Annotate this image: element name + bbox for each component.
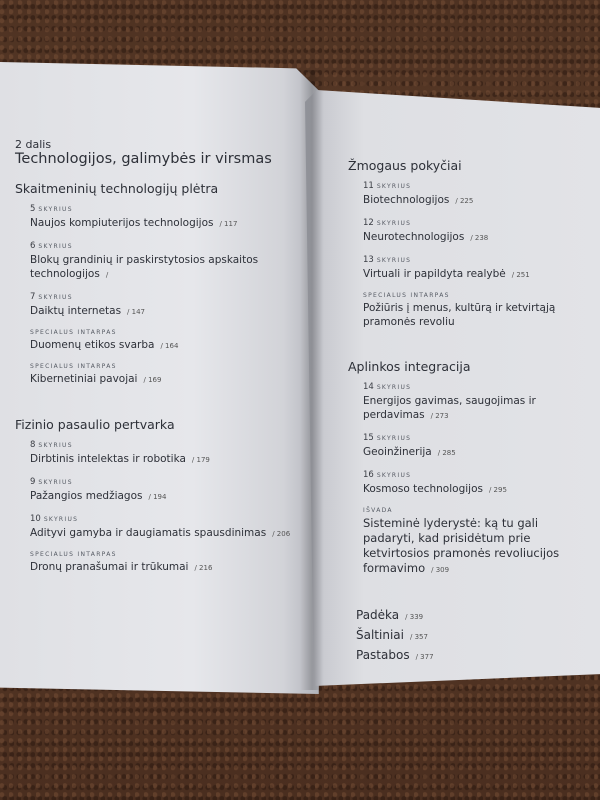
toc-entry (30, 477, 300, 504)
entry-title-text: Sisteminė lyderystė: ką tu gali padaryti, kad prisidėtum prie ketvirtosios pramonės revoliucijos formavimo (363, 516, 560, 575)
chapter-number: 9 (30, 477, 36, 487)
entry-title (30, 216, 300, 231)
entry-label (30, 204, 300, 214)
entry-title (30, 253, 300, 282)
page-number: / 357 (409, 633, 428, 641)
toc-entry (363, 470, 588, 497)
entry-title (30, 338, 300, 353)
entry-title-text: Duomenų etikos svarba (30, 339, 155, 351)
entry-title-text: Neurotechnologijos (363, 231, 465, 243)
entry-title-text: Adityvi gamyba ir daugiamatis spausdinimas (30, 527, 267, 539)
back-matter-title: Šaltiniai (356, 628, 404, 642)
page-number: / 117 (219, 220, 238, 228)
entry-label (30, 514, 300, 524)
entry-kind: SKYRIUS (376, 472, 412, 479)
entry-label (363, 181, 588, 191)
back-matter-item (356, 608, 588, 622)
page-number: / (105, 271, 109, 279)
entry-title-text: Blokų grandinių ir paskirstytosios apskaitos technologijos (30, 254, 259, 280)
entry-title-text: Virtuali ir papildyta realybė (363, 268, 506, 280)
entry-kind: SKYRIUS (376, 384, 412, 391)
entry-label (30, 551, 300, 558)
section-title: Aplinkos integracija (348, 359, 471, 374)
section-title: Skaitmeninių technologijų plėtra (15, 181, 219, 196)
chapter-number: 14 (363, 382, 374, 392)
page-number: / 206 (272, 530, 291, 538)
toc-section (15, 181, 300, 387)
toc-entry (363, 218, 588, 245)
back-matter-item (356, 628, 588, 642)
part-title: Technologijos, galimybės ir virsmas (15, 151, 272, 167)
page-number: / 377 (415, 653, 434, 661)
entry-label (363, 218, 588, 228)
book-gutter-shadow (300, 70, 324, 690)
toc-entry (30, 329, 300, 353)
entry-label (363, 507, 588, 514)
entry-title-text: Daiktų internetas (30, 305, 122, 317)
entry-title (363, 482, 588, 497)
toc-entry (363, 382, 588, 423)
entry-title-text: Energijos gavimas, saugojimas ir perdavimas (363, 395, 536, 421)
chapter-number: 11 (363, 181, 374, 191)
page-number: / 285 (437, 449, 456, 457)
part-label: 2 dalis (15, 138, 52, 151)
entry-title-text: Biotechnologijos (363, 194, 450, 206)
right-sections (348, 158, 588, 578)
back-matter (356, 608, 588, 662)
entry-kind: SPECIALUS INTARPAS (30, 329, 117, 336)
page-number: / 169 (143, 376, 162, 384)
entry-kind: SKYRIUS (38, 294, 73, 301)
entry-label (30, 440, 300, 450)
entry-kind: SKYRIUS (376, 220, 412, 227)
left-sections (15, 181, 300, 575)
entry-title-text: Kibernetiniai pavojai (30, 373, 138, 385)
chapter-number: 8 (30, 440, 36, 450)
entry-label (30, 292, 300, 302)
page-number: / 179 (191, 456, 210, 464)
right-toc (348, 158, 588, 668)
page-number: / 194 (148, 493, 167, 501)
toc-entry (363, 181, 588, 208)
page-number: / 295 (488, 486, 507, 494)
entry-title (363, 301, 588, 329)
entry-title-text: Požiūris į menus, kultūrą ir ketvirtąją pramonės revoliu (363, 302, 556, 328)
entry-label (363, 433, 588, 443)
entry-label (363, 292, 588, 299)
toc-section (348, 158, 588, 329)
page-number: / 251 (511, 271, 530, 279)
page-number: / 225 (455, 197, 474, 205)
entry-title (363, 193, 588, 208)
toc-entry (363, 255, 588, 282)
entry-label (30, 363, 300, 370)
entry-kind: SPECIALUS INTARPAS (363, 292, 450, 299)
page-number: / 216 (194, 564, 213, 572)
toc-entry (30, 551, 300, 575)
page-number: / 238 (470, 234, 489, 242)
page-number: / 309 (431, 566, 450, 574)
chapter-number: 16 (363, 470, 374, 480)
entry-title-text: Dirbtinis intelektas ir robotika (30, 453, 186, 465)
page-number: / 164 (160, 342, 179, 350)
toc-entry (30, 204, 300, 231)
toc-section (15, 417, 300, 575)
entry-title-text: Pažangios medžiagos (30, 490, 143, 502)
section-title: Žmogaus pokyčiai (348, 158, 462, 173)
toc-entry (363, 507, 588, 578)
entry-label (363, 255, 588, 265)
entry-label (30, 477, 300, 487)
back-matter-title: Padėka (356, 608, 400, 622)
page-number: / 339 (405, 613, 424, 621)
page-number: / 147 (127, 308, 145, 316)
chapter-number: 12 (363, 218, 374, 228)
toc-section (348, 359, 588, 578)
entry-label (30, 241, 300, 251)
entry-kind: IŠVADA (363, 507, 393, 514)
entry-label (30, 329, 300, 336)
entry-title-text: Geoinžinerija (363, 446, 432, 458)
toc-entry (30, 241, 300, 282)
entry-kind: SKYRIUS (43, 516, 79, 523)
entry-kind: SKYRIUS (376, 257, 412, 264)
left-toc (15, 138, 300, 605)
chapter-number: 13 (363, 255, 374, 265)
entry-title-text: Kosmoso technologijos (363, 483, 483, 495)
entry-kind: SKYRIUS (38, 243, 73, 250)
entry-title (30, 526, 300, 541)
entry-title (30, 304, 300, 319)
chapter-number: 7 (30, 292, 36, 302)
entry-title-text: Dronų pranašumai ir trūkumai (30, 561, 189, 573)
toc-entry (30, 292, 300, 319)
entry-label (363, 470, 588, 480)
entry-title (30, 560, 300, 575)
entry-title (363, 394, 588, 423)
entry-kind: SPECIALUS INTARPAS (30, 551, 117, 558)
entry-title-text: Naujos kompiuterijos technologijos (30, 217, 214, 229)
entry-title (30, 489, 300, 504)
chapter-number: 10 (30, 514, 41, 524)
back-matter-title: Pastabos (356, 648, 410, 662)
back-matter-item (356, 648, 588, 662)
page-number: / 273 (430, 412, 449, 420)
entry-title (30, 372, 300, 387)
entry-kind: SKYRIUS (38, 206, 73, 213)
toc-entry (363, 292, 588, 329)
entry-kind: SKYRIUS (376, 183, 412, 190)
entry-title (363, 445, 588, 460)
entry-title (363, 230, 588, 245)
entry-kind: SPECIALUS INTARPAS (30, 363, 117, 370)
chapter-number: 15 (363, 433, 374, 443)
entry-kind: SKYRIUS (38, 479, 73, 486)
toc-entry (30, 363, 300, 387)
entry-kind: SKYRIUS (376, 435, 412, 442)
entry-kind: SKYRIUS (38, 442, 73, 449)
toc-entry (30, 514, 300, 541)
chapter-number: 6 (30, 241, 36, 251)
chapter-number: 5 (30, 204, 36, 214)
entry-label (363, 382, 588, 392)
entry-title (30, 452, 300, 467)
entry-title (363, 516, 588, 578)
entry-title (363, 267, 588, 282)
section-title: Fizinio pasaulio pertvarka (15, 417, 175, 432)
toc-entry (30, 440, 300, 467)
toc-entry (363, 433, 588, 460)
